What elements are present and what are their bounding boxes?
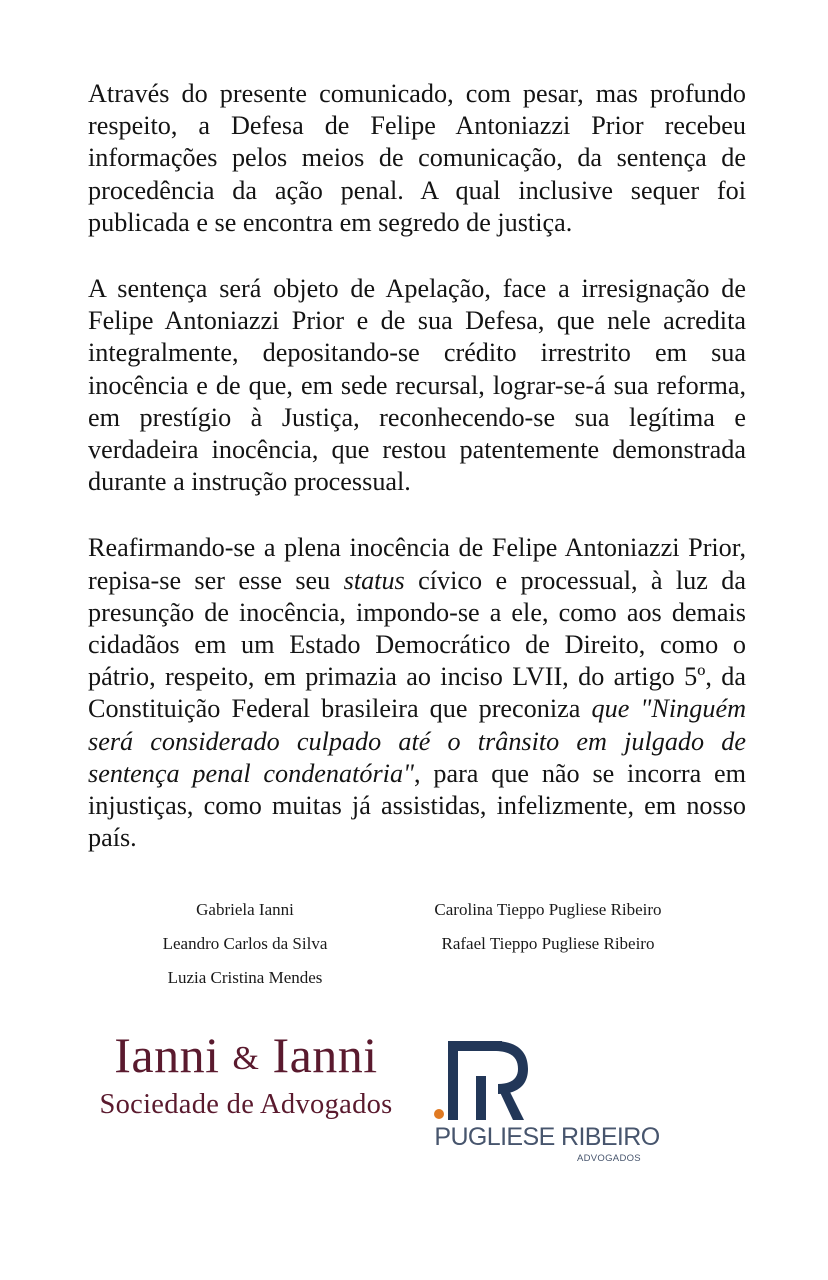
paragraph-3-part-2: cívico e processual, à luz da presunção de inocência, impondo-se a ele, como aos demais cidadãos em um Estado Democrático de Direito, como o pátrio, respeito, em primazia ao inciso LVII, do artigo 5º, da Constituição Federal brasileira que preconiza [88,565,746,724]
ianni-logo-ampersand: & [232,1040,260,1077]
pugliese-ribeiro-name: PUGLIESE RIBEIRO [434,1123,660,1151]
paragraph-2: A sentença será objeto de Apelação, face a irresignação de Felipe Antoniazzi Prior e de sua Defesa, que nele acredita integralmente, depositando-se crédito irrestrito em sua inocência e de que, em sede recursal, lograr-se-á sua reforma, em prestígio à Justiça, reconhecendo-se sua legítima e verdadeira inocência, que restou patentemente demonstrada durante a instrução processual. [88,274,746,497]
ianni-logo-name-b: Ianni [272,1027,378,1083]
pugliese-ribeiro-logo [432,1036,662,1168]
paragraph-3 [88,532,746,854]
signature-name: Carolina Tieppo Pugliese Ribeiro [434,900,662,919]
ianni-ianni-logo [84,1026,408,1122]
pugliese-ribeiro-subtitle: ADVOGADOS [577,1153,641,1164]
paragraph-1: Através do presente comunicado, com pesar, mas profundo respeito, a Defesa de Felipe Antoniazzi Prior recebeu informações pelos meios de comunicação, da sentença de procedência da ação penal. A qual inclusive sequer foi publicada e se encontra em segredo de justiça. [88,79,746,237]
paragraph-3-italic-status: status [343,565,405,595]
signatures-right-column [410,893,686,961]
signature-name: Gabriela Ianni [196,900,294,919]
ianni-logo-name-a: Ianni [114,1027,220,1083]
paragraph-3-part-3: , para que não se incorra em injustiças, como muitas já assistidas, infelizmente, em nosso país. [88,758,746,853]
pr-monogram-icon [432,1036,552,1122]
ianni-logo-title [84,1026,408,1088]
signatures-left-column [145,893,345,995]
paragraph-3-part-1: Reafirmando-se a plena inocência de Felipe Antoniazzi Prior, repisa-se ser esse seu [88,533,746,595]
ianni-logo-subtitle: Sociedade de Advogados [99,1089,393,1120]
paragraph-3-italic-quote: que "Ninguém será considerado culpado até o trânsito em julgado de sentença penal condenatória" [88,694,746,788]
signature-name: Leandro Carlos da Silva [162,934,328,953]
signature-name: Rafael Tieppo Pugliese Ribeiro [441,934,655,953]
signature-name: Luzia Cristina Mendes [167,968,323,987]
statement-body [88,78,746,888]
